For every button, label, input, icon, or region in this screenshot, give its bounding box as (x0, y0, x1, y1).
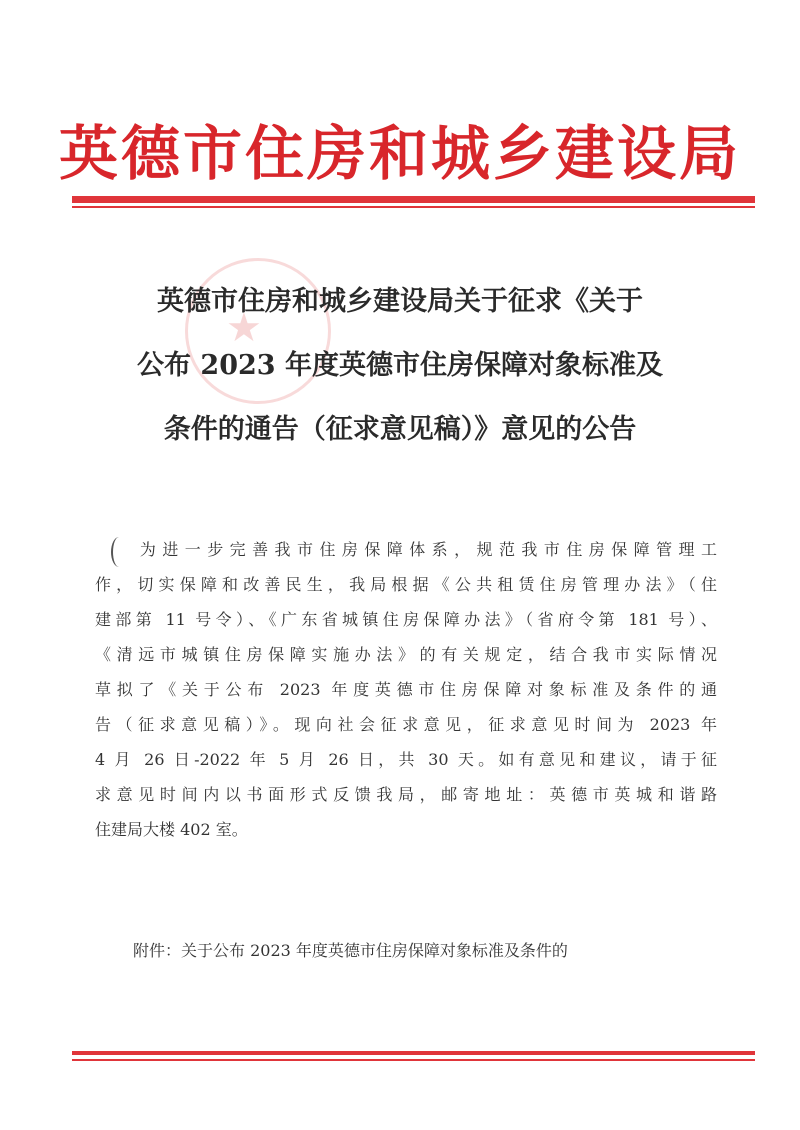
notice-body (95, 532, 717, 847)
title-line: 公布 2023 年度英德市住房保障对象标准及 (137, 350, 663, 381)
seal-star-icon: ★ (226, 305, 262, 351)
letterhead-title: 英德市住房和城乡建设局 (58, 119, 741, 188)
body-line: 求意见时间内以书面形式反馈我局，邮寄地址：英德市英城和谐路 (95, 785, 717, 804)
letterhead-red-rule (72, 196, 755, 203)
body-line: 草拟了《关于公布 2023 年度英德市住房保障对象标准及条件的通 (95, 680, 717, 699)
footer-red-rule (72, 1051, 755, 1055)
notice-title (60, 270, 740, 462)
title-line: 条件的通告（征求意见稿）》意见的公告 (163, 414, 637, 445)
body-line: 《清远市城镇住房保障实施办法》的有关规定，结合我市实际情况 (95, 645, 717, 664)
body-line: 作，切实保障和改善民生，我局根据《公共租赁住房管理办法》（住 (95, 575, 717, 594)
body-line: 住建局大楼 402 室。 (95, 820, 248, 839)
body-line: 建部第 11 号令）、《广东省城镇住房保障办法》（省府令第 181 号）、 (95, 610, 717, 629)
body-line: 4 月 26 日-2022 年 5 月 26 日，共 30 天。如有意见和建议，请于征 (95, 750, 717, 769)
attachment-line: 附件：关于公布 2023 年度英德市住房保障对象标准及条件的 (133, 941, 568, 960)
footer-red-rule-thin (72, 1059, 755, 1061)
letterhead-red-rule-thin (72, 206, 755, 208)
body-line: 为进一步完善我市住房保障体系，规范我市住房保障管理工 (95, 540, 717, 559)
body-line: 告（征求意见稿）》。现向社会征求意见，征求意见时间为 2023 年 (95, 715, 717, 734)
title-line: 英德市住房和城乡建设局关于征求《关于 (157, 286, 643, 317)
